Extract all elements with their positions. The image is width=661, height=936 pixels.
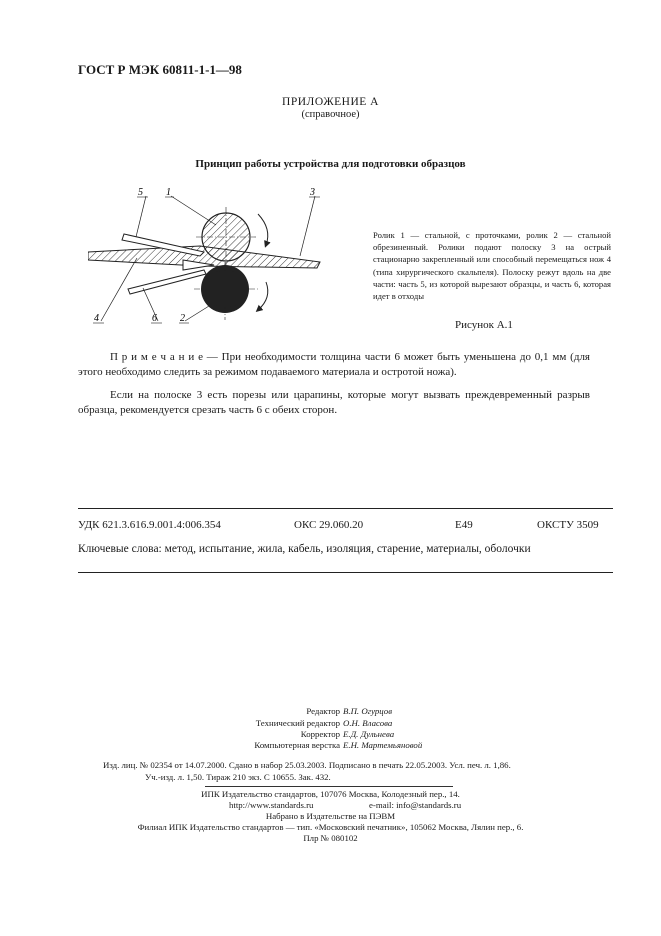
figure-label: Рисунок А.1	[455, 319, 513, 331]
tech-editor-name: О.Н. Власова	[343, 718, 393, 728]
publication-line-2: Уч.-изд. л. 1,50. Тираж 210 экз. С 10655. Зак. 432.	[145, 772, 331, 782]
divider-top	[78, 508, 613, 509]
publisher-line-4: Филиал ИПК Издательство стандартов — тип. «Московский печатник», 105062 Москва, Лялин пер., 6.	[137, 822, 524, 832]
publisher-line-5: Плр № 080102	[303, 833, 358, 843]
label-1: 1	[166, 187, 171, 198]
appendix-subtitle: (справочное)	[301, 109, 360, 120]
rollers-diagram	[88, 182, 338, 332]
publication-line-1: Изд. лиц. № 02354 от 14.07.2000. Сдано в набор 25.03.2003. Подписано в печать 22.05.2003. Усл. печ. л. 1,86.	[103, 760, 511, 770]
divider-bottom	[78, 572, 613, 573]
label-6: 6	[152, 313, 157, 324]
part-6	[128, 270, 206, 294]
corrector-label: Корректор	[300, 729, 340, 739]
appendix-title: ПРИЛОЖЕНИЕ А	[282, 96, 379, 108]
publisher-url[interactable]: http://www.standards.ru	[229, 800, 314, 810]
body-paragraph: Если на полоске 3 есть порезы или царапины, которые могут вызвать преждевременный разрыв образца, рекомендуется срезать часть 6 с обеих сторон.	[78, 389, 590, 416]
label-4: 4	[94, 313, 99, 324]
okstu-code: ОКСТУ 3509	[537, 519, 599, 531]
oks-code: ОКС 29.060.20	[294, 519, 364, 531]
publisher-line-1: ИПК Издательство стандартов, 107076 Москва, Колодезный пер., 14.	[201, 789, 460, 799]
corrector-name: Е.Д. Дульнева	[343, 729, 395, 739]
publisher-line-3: Набрано в Издательстве на ПЭВМ	[265, 811, 396, 821]
document-header: ГОСТ Р МЭК 60811-1-1—98	[78, 62, 242, 77]
layout-name: Е.Н. Мартемьяновой	[343, 740, 423, 750]
figure-caption: Ролик 1 — стальной, с проточками, ролик 2 — стальной обрезиненный. Ролики подают полоску 3 на острый стационарно закрепленный или способный перемещаться нож 4 (типа хирургического скальпеля). Полоску режут вдоль на две части: часть 5, из которой вырезают образцы, и часть 6, которая идет в отходы	[373, 230, 611, 302]
udk-code: УДК 621.3.616.9.001.4:006.354	[78, 519, 221, 531]
layout-label: Компьютерная верстка	[254, 740, 340, 750]
note-paragraph: П р и м е ч а н и е — При необходимости толщина части 6 может быть уменьшена до 0,1 мм (для этого необходимо следить за режимом подаваемого материала и остротой ножа).	[78, 351, 590, 378]
keywords: Ключевые слова: метод, испытание, жила, кабель, изоляция, старение, материалы, оболочки	[78, 543, 531, 555]
editor-label: Редактор	[306, 706, 340, 716]
thin-divider	[205, 786, 453, 787]
label-3: 3	[310, 187, 315, 198]
figure-title: Принцип работы устройства для подготовки образцов	[195, 158, 466, 170]
label-5: 5	[138, 187, 143, 198]
editor-name: В.П. Огурцов	[343, 706, 393, 716]
label-2: 2	[180, 313, 185, 324]
category-code: Е49	[455, 519, 473, 531]
rotation-arrow-lower	[258, 282, 268, 310]
tech-editor-label: Технический редактор	[255, 718, 340, 728]
publisher-email[interactable]: e-mail: info@standards.ru	[369, 800, 462, 810]
rotation-arrow-upper	[258, 214, 268, 245]
